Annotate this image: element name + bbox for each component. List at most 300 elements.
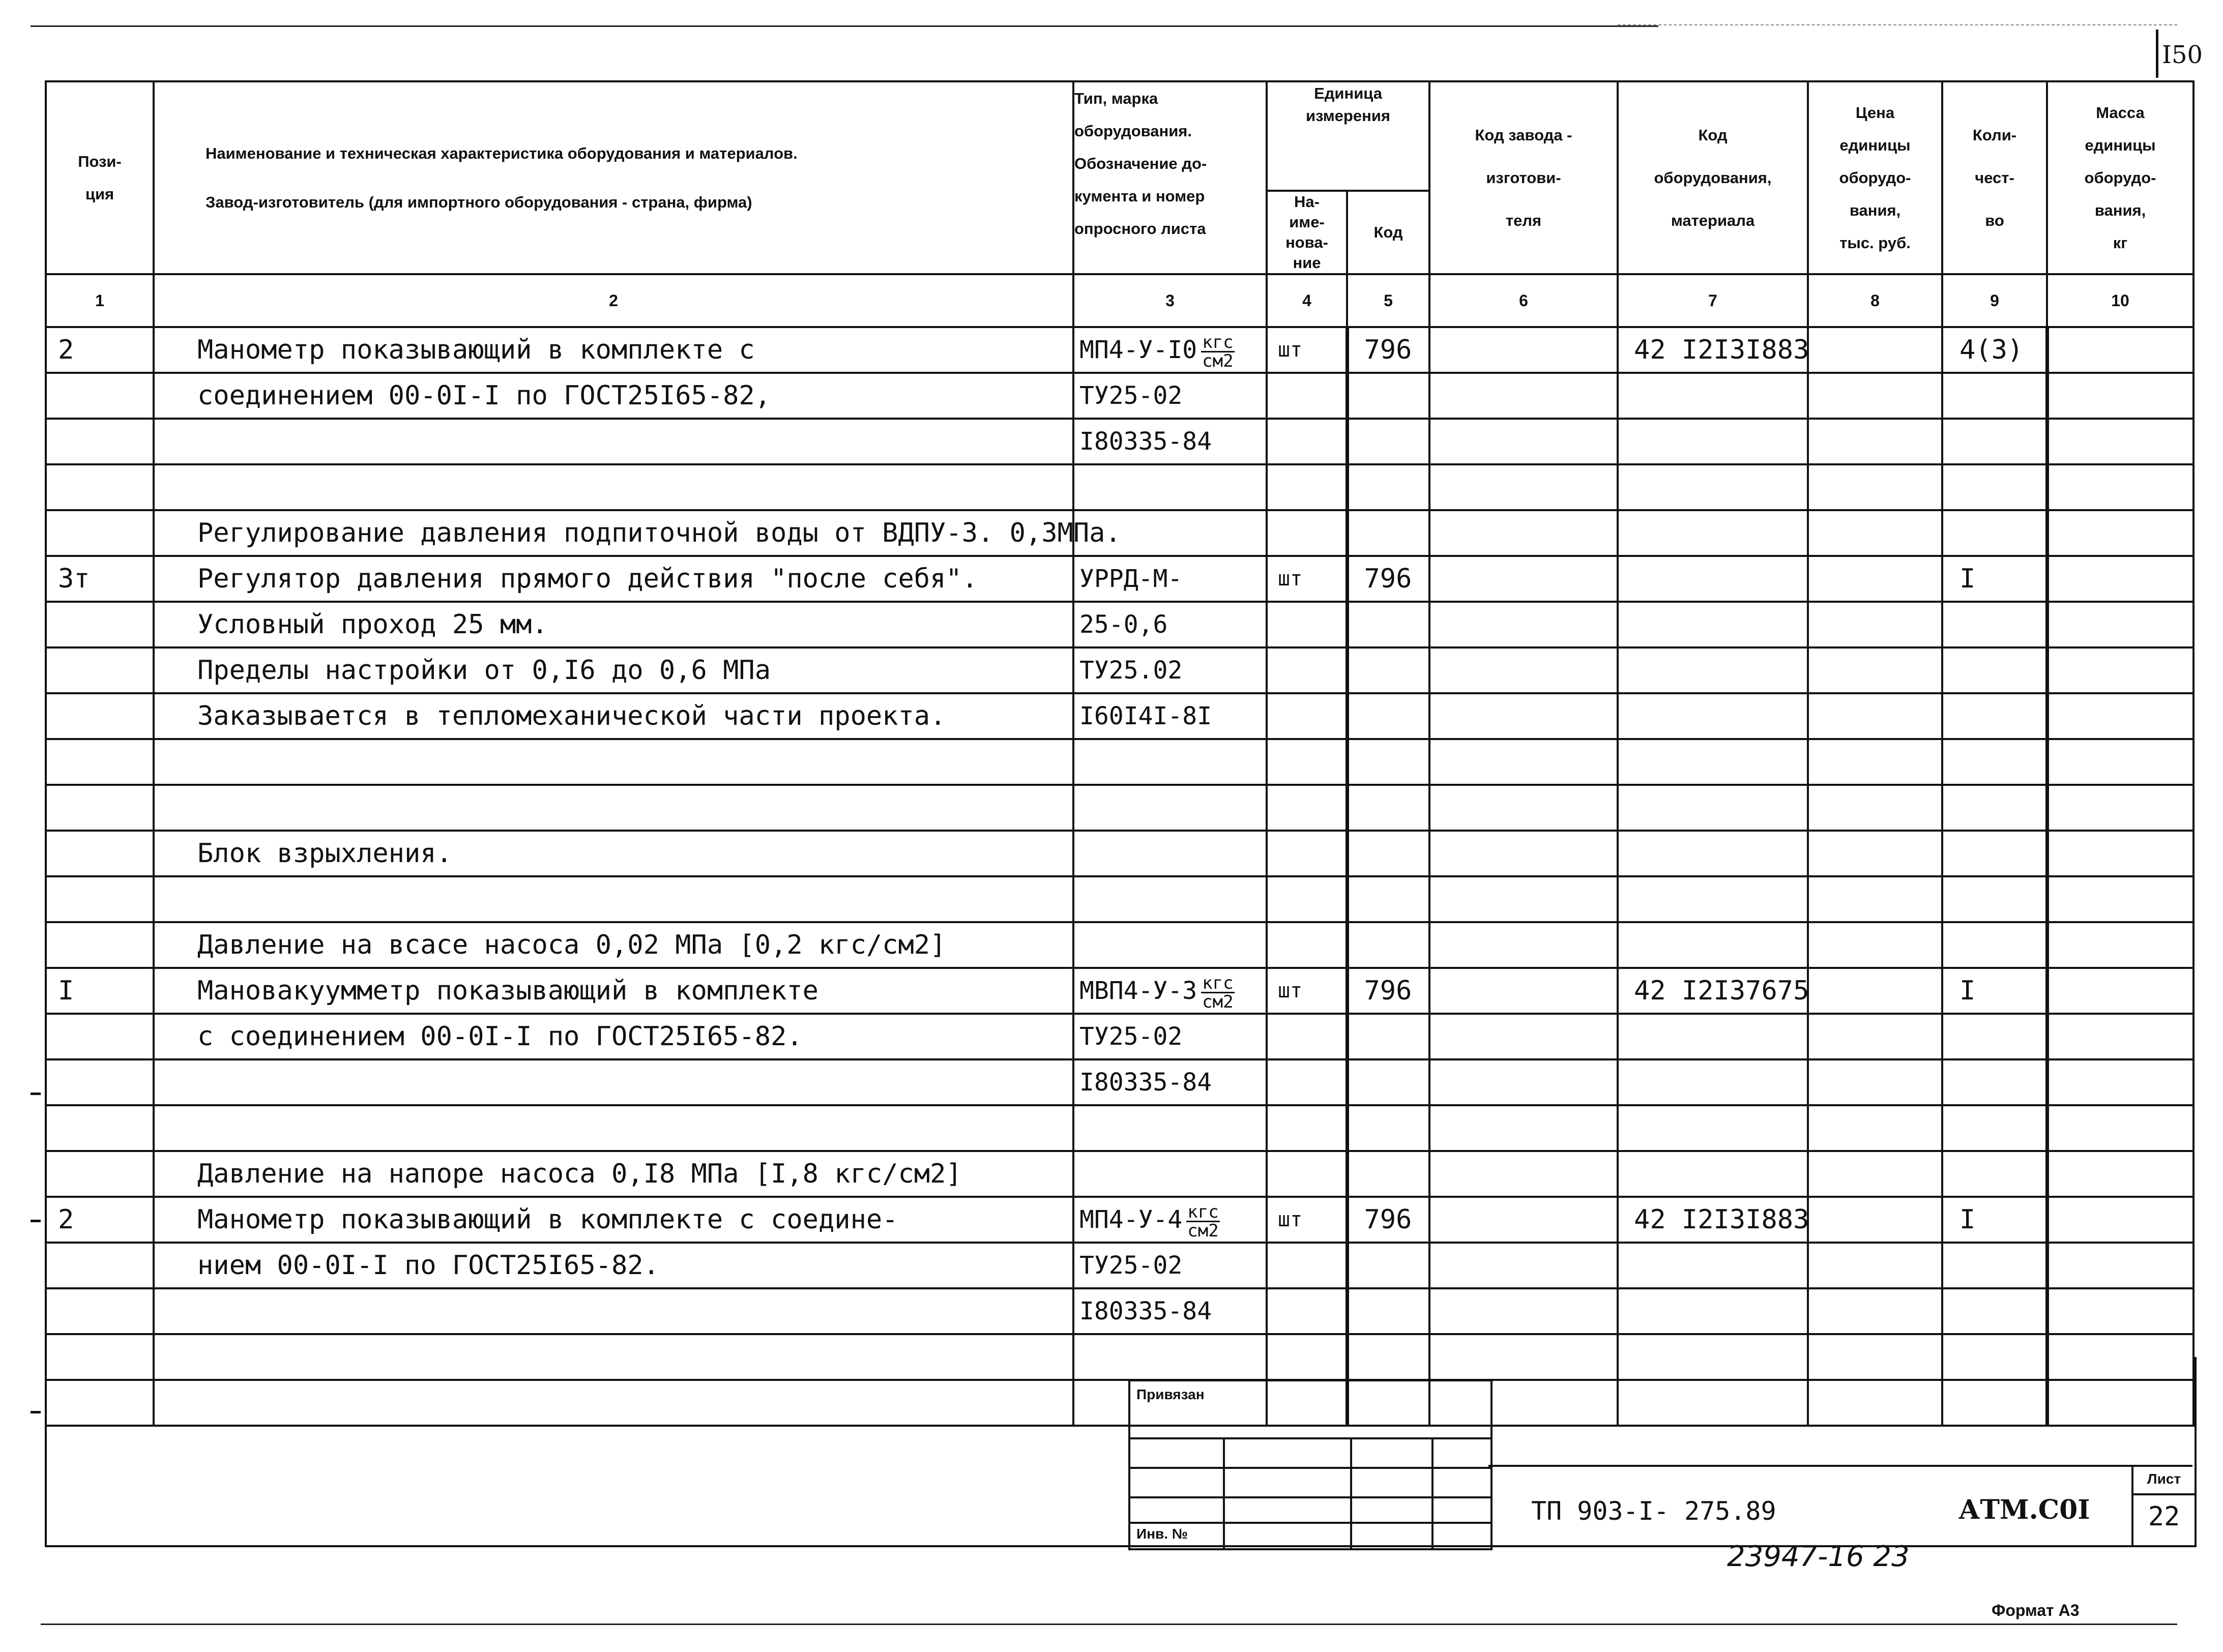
- row-price: [1808, 647, 1942, 693]
- row-mass: [2047, 602, 2193, 647]
- row-position-text: I: [58, 976, 74, 1006]
- column-number: 5: [1347, 274, 1429, 327]
- row-factory-code: [1429, 1243, 1618, 1288]
- specification-table: [45, 80, 2195, 1427]
- row-position: [46, 510, 154, 556]
- fraction-numerator: кгс: [1202, 332, 1234, 352]
- row-mass: [2047, 1288, 2193, 1334]
- row-price: [1808, 831, 1942, 876]
- row-name-text: нием 00-0I-I по ГОСТ25I65-82.: [197, 1250, 659, 1281]
- row-position: [46, 647, 154, 693]
- row-unit-code: [1347, 693, 1429, 739]
- row-quantity: [1942, 693, 2047, 739]
- row-unit-name: [1267, 1197, 1347, 1243]
- row-type: [1073, 373, 1267, 419]
- row-equipment-code: [1618, 968, 1808, 1014]
- row-mass: [2047, 693, 2193, 739]
- row-factory-code: [1429, 419, 1618, 464]
- row-type: [1073, 739, 1267, 785]
- row-unit-code: [1347, 785, 1429, 831]
- row-equipment-code: [1618, 739, 1808, 785]
- row-equipment-code: [1618, 602, 1808, 647]
- row-mass: [2047, 419, 2193, 464]
- row-quantity-text: I: [1959, 564, 1976, 594]
- row-unit-code: [1347, 647, 1429, 693]
- column-number: 2: [154, 274, 1073, 327]
- row-type-text: МВП4-У-3: [1079, 977, 1197, 1005]
- row-factory-code: [1429, 1014, 1618, 1059]
- row-quantity: [1942, 1014, 2047, 1059]
- row-type-text: I80335-84: [1079, 427, 1212, 456]
- row-quantity: [1942, 1197, 2047, 1243]
- row-price: [1808, 419, 1942, 464]
- row-name: [154, 693, 1073, 739]
- header-factory-code: Код завода - изготови- теля: [1429, 81, 1618, 274]
- header-equipment-code: Код оборудования, материала: [1618, 81, 1808, 274]
- row-quantity-text: 4(3): [1959, 335, 2024, 365]
- row-quantity: [1942, 739, 2047, 785]
- page-number-bar: [2156, 29, 2158, 78]
- format-label: Формат А3: [1992, 1601, 2080, 1619]
- row-unit-name: [1267, 693, 1347, 739]
- table-row: [46, 602, 2193, 647]
- row-mass: [2047, 968, 2193, 1014]
- row-unit-code: [1347, 1197, 1429, 1243]
- row-quantity: [1942, 1059, 2047, 1105]
- row-equipment-code: [1618, 785, 1808, 831]
- row-name: [154, 876, 1073, 922]
- row-equipment-code: [1618, 693, 1808, 739]
- row-position: [46, 1151, 154, 1197]
- row-price: [1808, 1059, 1942, 1105]
- row-name-text: Условный проход 25 мм.: [197, 609, 548, 640]
- top-border-line-dashed: [1618, 24, 2177, 25]
- row-type-text: I60I4I-8I: [1079, 702, 1212, 730]
- row-position-text: 3т: [58, 564, 90, 594]
- row-unit-name: [1267, 464, 1347, 510]
- table-row: [46, 1014, 2193, 1059]
- row-price: [1808, 922, 1942, 968]
- row-factory-code: [1429, 968, 1618, 1014]
- row-name: [154, 510, 1121, 556]
- row-price: [1808, 464, 1942, 510]
- row-mass: [2047, 1014, 2193, 1059]
- table-row: [46, 968, 2193, 1014]
- row-position: [46, 922, 154, 968]
- unit-fraction: [1186, 1203, 1219, 1240]
- row-equipment-code: [1618, 556, 1808, 602]
- row-mass: [2047, 876, 2193, 922]
- row-unit-name: [1267, 556, 1347, 602]
- row-equipment-code: [1618, 876, 1808, 922]
- row-factory-code: [1429, 327, 1618, 373]
- row-quantity: [1942, 1243, 2047, 1288]
- row-type: [1073, 1243, 1267, 1288]
- row-unit-code-text: 796: [1364, 1204, 1412, 1235]
- column-number: 6: [1429, 274, 1618, 327]
- row-position: [46, 739, 154, 785]
- row-mass: [2047, 1059, 2193, 1105]
- row-name: [154, 1014, 1073, 1059]
- row-unit-name: [1267, 647, 1347, 693]
- row-equipment-code: [1618, 373, 1808, 419]
- row-name: [154, 464, 1073, 510]
- row-unit-name: [1267, 373, 1347, 419]
- row-unit-code: [1347, 373, 1429, 419]
- row-name: [154, 647, 1073, 693]
- row-factory-code: [1429, 510, 1618, 556]
- page-number: I50: [2162, 41, 2203, 69]
- row-unit-name: [1267, 968, 1347, 1014]
- row-equipment-code: [1618, 1288, 1808, 1334]
- row-factory-code: [1429, 373, 1618, 419]
- row-mass: [2047, 1197, 2193, 1243]
- row-type-text: 25-0,6: [1079, 610, 1168, 639]
- row-type: [1073, 1197, 1267, 1243]
- row-equipment-code: [1618, 1059, 1808, 1105]
- row-name-text: Манометр показывающий в комплекте с: [197, 335, 755, 365]
- row-quantity-text: I: [1959, 1204, 1976, 1235]
- column-number: 8: [1808, 274, 1942, 327]
- table-row: [46, 922, 2193, 968]
- row-mass: [2047, 556, 2193, 602]
- row-unit-code: [1347, 1059, 1429, 1105]
- row-factory-code: [1429, 464, 1618, 510]
- row-mass: [2047, 647, 2193, 693]
- unit-fraction: [1201, 334, 1234, 370]
- row-name-text: Заказывается в тепломеханической части проекта.: [197, 701, 946, 731]
- row-equipment-code: [1618, 464, 1808, 510]
- fraction-numerator: кгс: [1202, 972, 1234, 993]
- row-factory-code: [1429, 556, 1618, 602]
- column-number: 10: [2047, 274, 2193, 327]
- row-name-text: Мановакуумметр показывающий в комплекте: [197, 976, 818, 1006]
- row-name-text: Давление на напоре насоса 0,I8 МПа [I,8 кгс/см2]: [197, 1159, 962, 1189]
- row-unit-name-text: шт: [1278, 1208, 1303, 1231]
- row-position: [46, 785, 154, 831]
- row-position: [46, 419, 154, 464]
- row-mass: [2047, 1151, 2193, 1197]
- row-type-text: ТУ25-02: [1079, 1251, 1183, 1280]
- row-name-text: соединением 00-0I-I по ГОСТ25I65-82,: [197, 380, 771, 411]
- row-unit-code: [1347, 739, 1429, 785]
- row-name-text: Регулирование давления подпиточной воды от ВДПУ-3. 0,3МПа.: [197, 518, 1121, 548]
- row-name: [154, 739, 1073, 785]
- row-mass: [2047, 1105, 2193, 1151]
- row-unit-code: [1347, 1151, 1429, 1197]
- row-name: [154, 922, 1073, 968]
- row-equipment-code-text: 42 I2I37675: [1634, 976, 1809, 1006]
- row-unit-name: [1267, 785, 1347, 831]
- table-row: [46, 876, 2193, 922]
- row-type-text: ТУ25-02: [1079, 1022, 1183, 1051]
- row-price: [1808, 693, 1942, 739]
- row-quantity: [1942, 785, 2047, 831]
- row-price: [1808, 1243, 1942, 1288]
- fraction-denominator: см2: [1202, 991, 1234, 1012]
- row-quantity: [1942, 1151, 2047, 1197]
- row-factory-code: [1429, 1105, 1618, 1151]
- row-price: [1808, 785, 1942, 831]
- stamp-tied-label: Привязан: [1136, 1386, 1205, 1402]
- row-name: [154, 373, 1073, 419]
- column-number: 1: [46, 274, 154, 327]
- inventory-number: 23947-16 23: [1727, 1540, 1910, 1573]
- header-price: Цена единицы оборудо- вания, тыс. руб.: [1808, 81, 1942, 274]
- row-type: [1073, 464, 1267, 510]
- table-row: [46, 739, 2193, 785]
- row-name: [154, 556, 1073, 602]
- row-equipment-code: [1618, 510, 1808, 556]
- row-unit-code: [1347, 419, 1429, 464]
- row-equipment-code-text: 42 I2I3I883: [1634, 1204, 1809, 1235]
- row-price: [1808, 1014, 1942, 1059]
- row-unit-name: [1267, 1243, 1347, 1288]
- row-position: [46, 876, 154, 922]
- row-type: [1073, 1014, 1267, 1059]
- row-unit-name-text: шт: [1278, 338, 1303, 362]
- row-unit-code-text: 796: [1364, 564, 1412, 594]
- row-factory-code: [1429, 785, 1618, 831]
- column-number: 7: [1618, 274, 1808, 327]
- row-unit-name: [1267, 1288, 1347, 1334]
- row-name: [154, 785, 1073, 831]
- row-quantity: [1942, 831, 2047, 876]
- row-quantity: [1942, 1105, 2047, 1151]
- row-type: [1073, 327, 1267, 373]
- header-position: Пози- ция: [46, 81, 154, 274]
- row-position: [46, 1059, 154, 1105]
- row-name-text: Пределы настройки от 0,I6 до 0,6 МПа: [197, 655, 771, 686]
- row-unit-name: [1267, 602, 1347, 647]
- row-equipment-code: [1618, 1243, 1808, 1288]
- row-quantity: [1942, 876, 2047, 922]
- approval-stamp: [1128, 1379, 1493, 1550]
- row-position: [46, 556, 154, 602]
- row-quantity: [1942, 1288, 2047, 1334]
- row-quantity: [1942, 602, 2047, 647]
- row-equipment-code: [1618, 419, 1808, 464]
- row-equipment-code: [1618, 327, 1808, 373]
- table-row: [46, 831, 2193, 876]
- row-equipment-code: [1618, 922, 1808, 968]
- row-unit-code: [1347, 922, 1429, 968]
- header-unit-name: На- име- нова- ние: [1267, 191, 1347, 274]
- row-position: [46, 602, 154, 647]
- row-unit-name: [1267, 1014, 1347, 1059]
- header-type: Тип, марка оборудования. Обозначение до- кумента и номер опросного листа: [1073, 81, 1267, 274]
- fraction-numerator: кгс: [1187, 1201, 1219, 1222]
- table-row: [46, 1197, 2193, 1243]
- row-quantity: [1942, 647, 2047, 693]
- table-row: [46, 647, 2193, 693]
- row-name: [154, 1197, 1073, 1243]
- header-unit: Единица измерения: [1267, 81, 1429, 191]
- row-unit-code: [1347, 1243, 1429, 1288]
- header-mass: Масса единицы оборудо- вания, кг: [2047, 81, 2193, 274]
- row-type-text: УРРД-М-: [1079, 565, 1183, 593]
- row-price: [1808, 1288, 1942, 1334]
- row-position: [46, 1197, 154, 1243]
- row-type: [1073, 968, 1267, 1014]
- row-factory-code: [1429, 647, 1618, 693]
- table-row: [46, 327, 2193, 373]
- row-factory-code: [1429, 876, 1618, 922]
- row-type-text: ТУ25.02: [1079, 656, 1183, 685]
- row-type-text: ТУ25-02: [1079, 381, 1183, 410]
- row-quantity: [1942, 419, 2047, 464]
- row-unit-code: [1347, 464, 1429, 510]
- row-type: [1073, 1105, 1267, 1151]
- row-factory-code: [1429, 602, 1618, 647]
- row-unit-code: [1347, 1288, 1429, 1334]
- row-type: [1073, 1151, 1267, 1197]
- row-unit-code: [1347, 831, 1429, 876]
- row-unit-name: [1267, 876, 1347, 922]
- row-name: [154, 602, 1073, 647]
- row-name-text: Блок взрыхления.: [197, 838, 452, 869]
- table-row: [46, 1151, 2193, 1197]
- sheet-label: Лист: [2133, 1465, 2195, 1495]
- table-row: [46, 1059, 2193, 1105]
- row-price: [1808, 739, 1942, 785]
- row-price: [1808, 1151, 1942, 1197]
- row-type: [1073, 876, 1267, 922]
- row-quantity-text: I: [1959, 976, 1976, 1006]
- row-position: [46, 1105, 154, 1151]
- row-type: [1073, 785, 1267, 831]
- row-price: [1808, 327, 1942, 373]
- row-unit-code: [1347, 876, 1429, 922]
- row-mass: [2047, 739, 2193, 785]
- row-factory-code: [1429, 693, 1618, 739]
- row-type: [1073, 1059, 1267, 1105]
- row-unit-name: [1267, 419, 1347, 464]
- row-name-text: Манометр показывающий в комплекте с соедине-: [197, 1204, 898, 1235]
- row-name: [154, 831, 1073, 876]
- row-equipment-code: [1618, 1105, 1808, 1151]
- row-name: [154, 1059, 1073, 1105]
- table-row: [46, 510, 2193, 556]
- margin-tick: [31, 1411, 41, 1413]
- row-factory-code: [1429, 922, 1618, 968]
- row-quantity: [1942, 464, 2047, 510]
- row-type-text: МП4-У-I0: [1079, 336, 1197, 364]
- top-border-line: [31, 25, 1658, 27]
- header-quantity: Коли- чест- во: [1942, 81, 2047, 274]
- table-row: [46, 693, 2193, 739]
- row-name: [154, 1243, 1073, 1288]
- bottom-border-line: [41, 1624, 2177, 1625]
- row-unit-code: [1347, 1105, 1429, 1151]
- row-type-text: I80335-84: [1079, 1297, 1212, 1325]
- row-unit-name: [1267, 1105, 1347, 1151]
- row-price: [1808, 968, 1942, 1014]
- row-quantity: [1942, 968, 2047, 1014]
- row-unit-code-text: 796: [1364, 976, 1412, 1006]
- row-unit-code: [1347, 1014, 1429, 1059]
- table-row: [46, 419, 2193, 464]
- row-mass: [2047, 785, 2193, 831]
- row-type: [1073, 693, 1267, 739]
- row-type: [1073, 1288, 1267, 1334]
- row-position: [46, 464, 154, 510]
- row-mass: [2047, 922, 2193, 968]
- row-factory-code: [1429, 831, 1618, 876]
- table-row: [46, 785, 2193, 831]
- fraction-denominator: см2: [1202, 350, 1234, 371]
- row-position-text: 2: [58, 1204, 74, 1235]
- row-name: [154, 1151, 1073, 1197]
- row-quantity: [1942, 922, 2047, 968]
- row-unit-name: [1267, 1059, 1347, 1105]
- row-name: [154, 419, 1073, 464]
- row-type: [1073, 922, 1267, 968]
- row-quantity: [1942, 556, 2047, 602]
- row-price: [1808, 556, 1942, 602]
- row-factory-code: [1429, 739, 1618, 785]
- row-type: [1073, 419, 1267, 464]
- row-mass: [2047, 831, 2193, 876]
- row-position: [46, 968, 154, 1014]
- row-unit-code: [1347, 602, 1429, 647]
- row-quantity: [1942, 373, 2047, 419]
- row-position-text: 2: [58, 335, 74, 365]
- row-unit-code: [1347, 968, 1429, 1014]
- column-number: 9: [1942, 274, 2047, 327]
- document-mark: АТМ.С0I: [1958, 1494, 2090, 1525]
- row-name-text: Регулятор давления прямого действия "после себя".: [197, 564, 978, 594]
- row-mass: [2047, 1243, 2193, 1288]
- row-equipment-code-text: 42 I2I3I883: [1634, 335, 1809, 365]
- row-unit-code: [1347, 327, 1429, 373]
- row-name: [154, 1288, 1073, 1334]
- row-type: [1073, 556, 1267, 602]
- header-unit-code: Код: [1347, 191, 1429, 274]
- margin-tick: [31, 1220, 41, 1222]
- table-row: [46, 1288, 2193, 1334]
- row-mass: [2047, 510, 2193, 556]
- row-name: [154, 1105, 1073, 1151]
- fraction-denominator: см2: [1187, 1220, 1219, 1241]
- row-factory-code: [1429, 1151, 1618, 1197]
- document-code: ТП 903-I- 275.89: [1531, 1496, 1776, 1526]
- row-type: [1073, 602, 1267, 647]
- row-price: [1808, 373, 1942, 419]
- row-unit-name: [1267, 922, 1347, 968]
- sheet-number: 22: [2148, 1501, 2180, 1532]
- row-type: [1073, 647, 1267, 693]
- row-position: [46, 1243, 154, 1288]
- row-unit-name-text: шт: [1278, 567, 1303, 591]
- row-unit-code-text: 796: [1364, 335, 1412, 365]
- row-mass: [2047, 464, 2193, 510]
- row-position: [46, 831, 154, 876]
- row-position: [46, 1288, 154, 1334]
- row-price: [1808, 1105, 1942, 1151]
- row-equipment-code: [1618, 1014, 1808, 1059]
- row-position: [46, 1014, 154, 1059]
- row-factory-code: [1429, 1197, 1618, 1243]
- row-quantity: [1942, 327, 2047, 373]
- row-unit-name-text: шт: [1278, 979, 1303, 1002]
- table-row: [46, 556, 2193, 602]
- stamp-inventory-label: Инв. №: [1136, 1526, 1188, 1542]
- row-unit-name: [1267, 831, 1347, 876]
- row-price: [1808, 510, 1942, 556]
- row-equipment-code: [1618, 831, 1808, 876]
- table-row: [46, 1243, 2193, 1288]
